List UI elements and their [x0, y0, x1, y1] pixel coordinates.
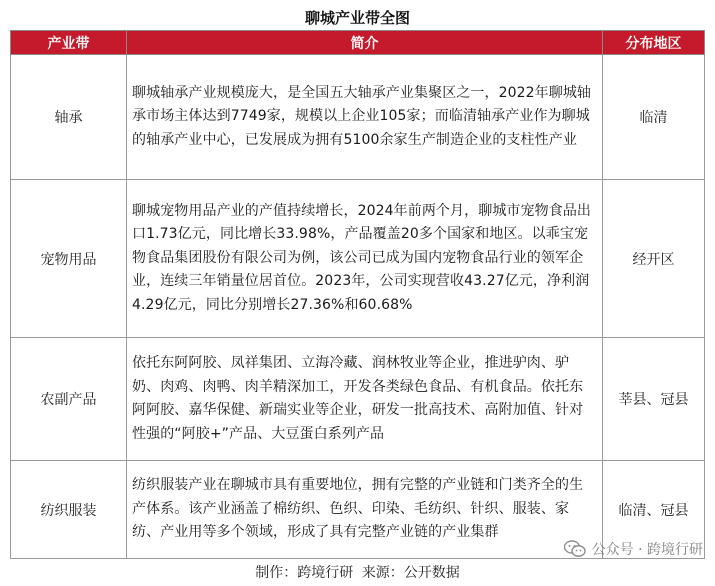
header-description: 简介	[127, 31, 603, 55]
row-category: 宠物用品	[11, 180, 127, 338]
row-description: 聊城宠物用品产业的产值持续增长，2024年前两个月，聊城市宠物食品出口1.73亿元，同比增长33.98%，产品覆盖20多个国家和地区。以乖宝宠物食品集团股份有限公司为例，该公司已成为国内宠物食品行业的领军企业，连续三年销量位居首位。2023年，公司实现营收43.27亿元，净利润4.29亿元，同比分别增长27.36%和60.68%	[127, 180, 603, 338]
footer-producer: 制作：跨境行研	[255, 565, 354, 581]
page-title: 聊城产业带全图	[304, 9, 410, 27]
header-industry: 产业带	[11, 31, 127, 55]
table-row	[11, 180, 705, 338]
row-category: 农副产品	[11, 338, 127, 461]
table-row	[11, 338, 705, 461]
row-category: 纺织服装	[11, 461, 127, 559]
footer-source: 来源：公开数据	[361, 565, 460, 581]
table-row	[11, 55, 705, 180]
row-description: 纺织服装产业在聊城市具有重要地位，拥有完整的产业链和门类齐全的生产体系。该产业涵盖了棉纺织、色织、印染、毛纺织、针织、服装、家纺、产业用等多个领域，形成了具有完整产业链的产业集群	[127, 461, 603, 559]
row-description: 依托东阿阿胶、凤祥集团、立海冷藏、润林牧业等企业，推进驴肉、驴奶、肉鸡、肉鸭、肉羊精深加工，开发各类绿色食品、有机食品。依托东阿阿胶、嘉华保健、新瑞实业等企业，研发一批高技术、高附加值、针对性强的“阿胶+”产品、大豆蛋白系列产品	[127, 338, 603, 461]
row-region: 临清、冠县	[603, 461, 705, 559]
watermark	[564, 536, 703, 562]
header-region: 分布地区	[603, 31, 705, 55]
industry-table	[10, 30, 705, 559]
wechat-icon	[564, 540, 586, 558]
row-region: 经开区	[603, 180, 705, 338]
row-region: 临清	[603, 55, 705, 180]
footer	[0, 562, 715, 584]
row-region: 莘县、冠县	[603, 338, 705, 461]
watermark-text: 公众号 · 跨境行研	[591, 542, 703, 558]
row-description: 聊城轴承产业规模庞大，是全国五大轴承产业集聚区之一，2022年聊城轴承市场主体达到7749家，规模以上企业105家；而临清轴承产业作为聊城的轴承产业中心，已发展成为拥有5100余家生产制造企业的支柱性产业	[127, 55, 603, 180]
row-category: 轴承	[11, 55, 127, 180]
table-header-row	[11, 31, 705, 55]
industry-table-container	[10, 30, 704, 559]
